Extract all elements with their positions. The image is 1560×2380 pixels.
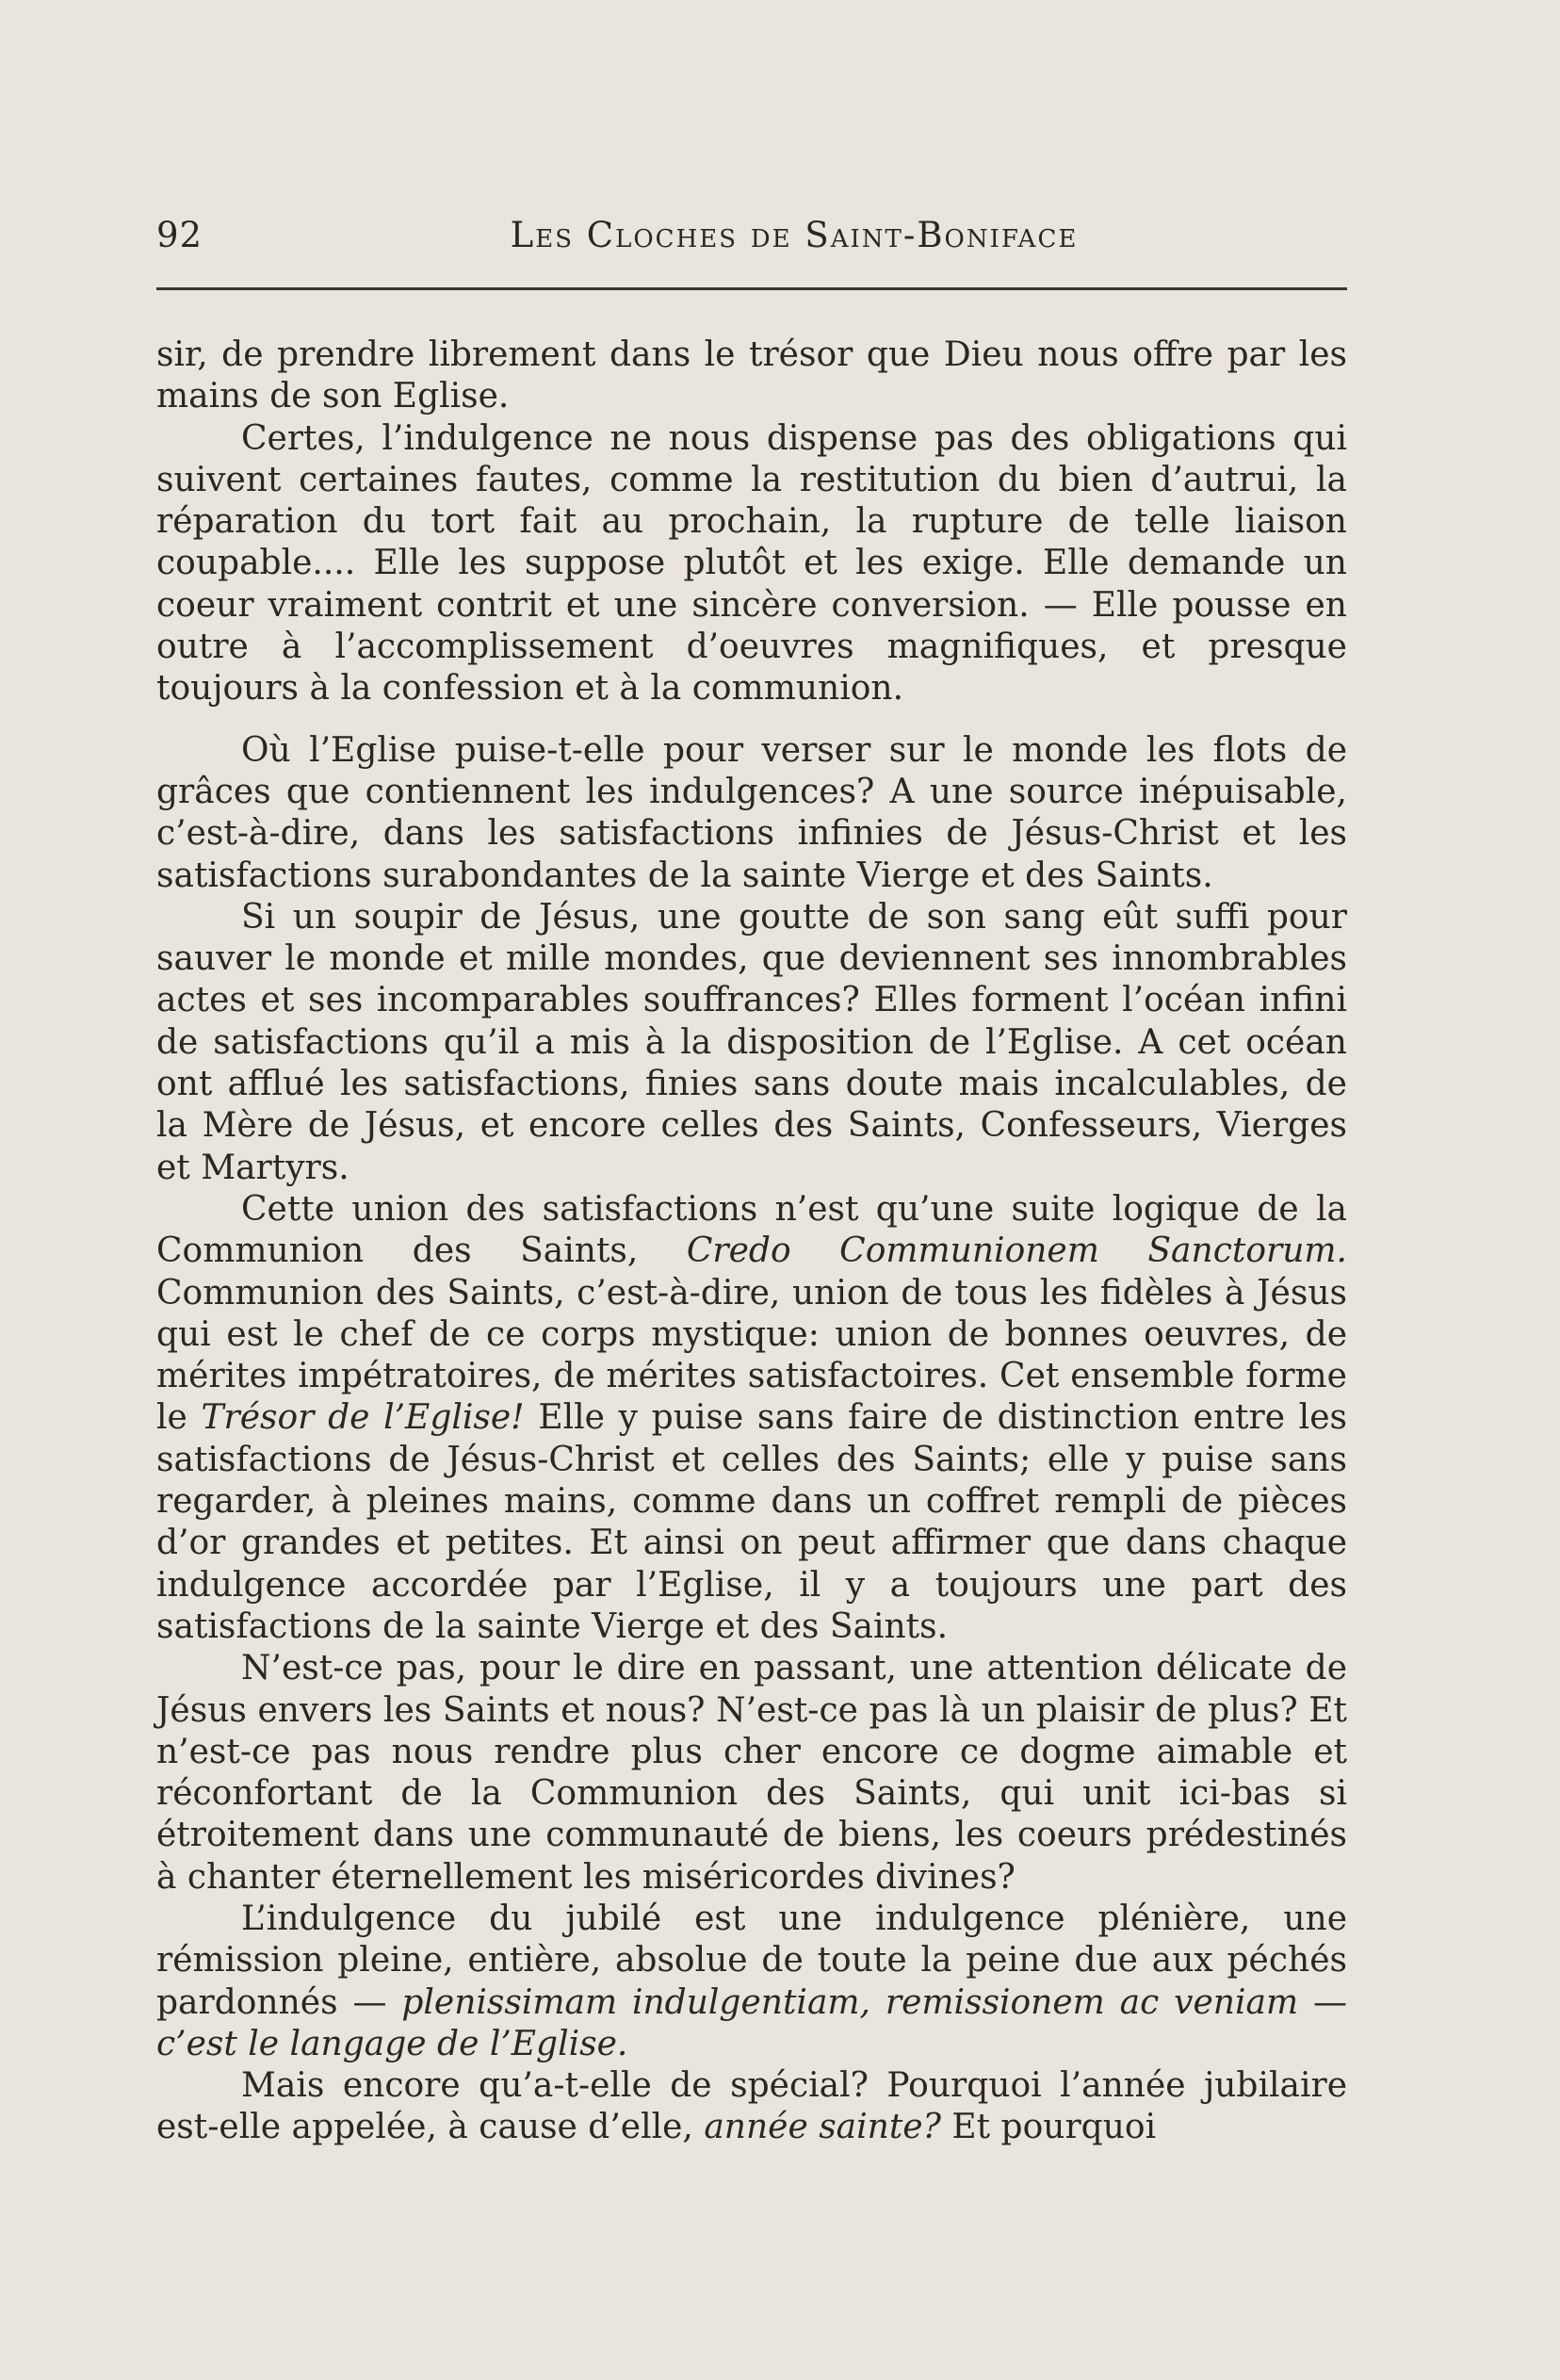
text-run: sir, de prendre librement dans le trésor que Dieu nous offre par les mains de son Eglise. [156, 335, 1347, 416]
italic-text: Credo Communionem Sanctorum. [686, 1231, 1347, 1271]
italic-text: plenissimam indulgentiam, remissionem ac veniam [401, 1982, 1299, 2022]
text-run: L’indulgence du jubilé est une indulgence plénière, une rémission pleine, entière, absolue de toute la peine due aux péchés pardonnés — [156, 1899, 1347, 2022]
text-run: — [1298, 1982, 1347, 2022]
paragraph [156, 730, 1347, 897]
paragraph [156, 1189, 1347, 1648]
text-run: Mais encore qu’a-t-elle de spécial? Pourquoi l’année jubilaire est-elle appelée, à cause d’elle, [156, 2066, 1347, 2147]
text-run: N’est-ce pas, pour le dire en passant, une attention délicate de Jésus envers les Saints et nous? N’est-ce pas là un plaisir de plus? Et n’est-ce pas nous rendre plus cher encore ce dogme aimable et réconfortant de la Communion des Saints, qui unit ici-bas si étroitement dans une communauté de biens, les coeurs prédestinés à chanter éternellement les miséricordes divines? [156, 1649, 1347, 1897]
text-run: Et pourquoi [940, 2108, 1157, 2147]
page-number: 92 [156, 215, 203, 255]
text-run: Certes, l’indulgence ne nous dispense pas des obligations qui suivent certaines fautes, comme la restitution du bien d’autrui, la réparation du tort fait au prochain, la rupture de telle liaison coupable.... Elle les suppose plutôt et les exige. Elle demande un coeur vraiment contrit et une sincère conversion. — Elle pousse en outre à l’accomplissement d’oeuvres magnifiques, et presque toujours à la confession et à la communion. [156, 418, 1347, 709]
header-rule [156, 287, 1347, 290]
text-run: Où l’Eglise puise-t-elle pour verser sur le monde les flots de grâces que contiennent les indulgences? A une source inépuisable, c’est-à-dire, dans les satisfactions infinies de Jésus-Christ et les satisfactions surabondantes de la sainte Vierge et des Saints. [156, 730, 1347, 895]
text-run: Si un soupir de Jésus, une goutte de son sang eût suffi pour sauver le monde et mille mondes, que deviennent ses innombrables actes et ses incomparables souffrances? Elles forment l’océan infini de satisfactions qu’il a mis à la disposition de l’Eglise. A cet océan ont afflué les satisfactions, finies sans doute mais incalculables, de la Mère de Jésus, et encore celles des Saints, Confesseurs, Vierges et Martyrs. [156, 897, 1347, 1187]
italic-text: Trésor de l’Eglise! [201, 1398, 525, 1438]
paragraph [156, 334, 1347, 418]
body-text [156, 334, 1347, 2149]
text-run: Cette union des satisfactions n’est qu’une suite logique de la Communion des Saints, [156, 1189, 1347, 1271]
text-run: Elle y puise sans faire de distinction entre les satisfactions de Jésus-Christ et celles des Saints; elle y puise sans regarder, à pleines mains, comme dans un coffret rempli de pièces d’or grandes et petites. Et ainsi on peut affirmer que dans chaque indulgence accordée par l’Eglise, il y a toujours une part des satisfactions de la sainte Vierge et des Saints. [156, 1398, 1347, 1646]
paragraph [156, 1648, 1347, 1899]
running-head [156, 215, 1347, 271]
italic-text: année sainte? [704, 2108, 941, 2147]
text-run: Communion des Saints, c’est-à-dire, union de tous les fidèles à Jésus qui est le chef de ce corps mystique: union de bonnes oeuvres, de mérites impétratoires, de mérites satisfactoires. Cet ensemble forme le [156, 1273, 1347, 1438]
paragraph [156, 2065, 1347, 2149]
paragraph [156, 1899, 1347, 2065]
italic-text: c’est le langage de l’Eglise. [156, 2024, 628, 2063]
paragraph [156, 897, 1347, 1189]
paragraph [156, 418, 1347, 710]
running-title: Les Cloches de Saint-Boniface [510, 215, 1079, 255]
